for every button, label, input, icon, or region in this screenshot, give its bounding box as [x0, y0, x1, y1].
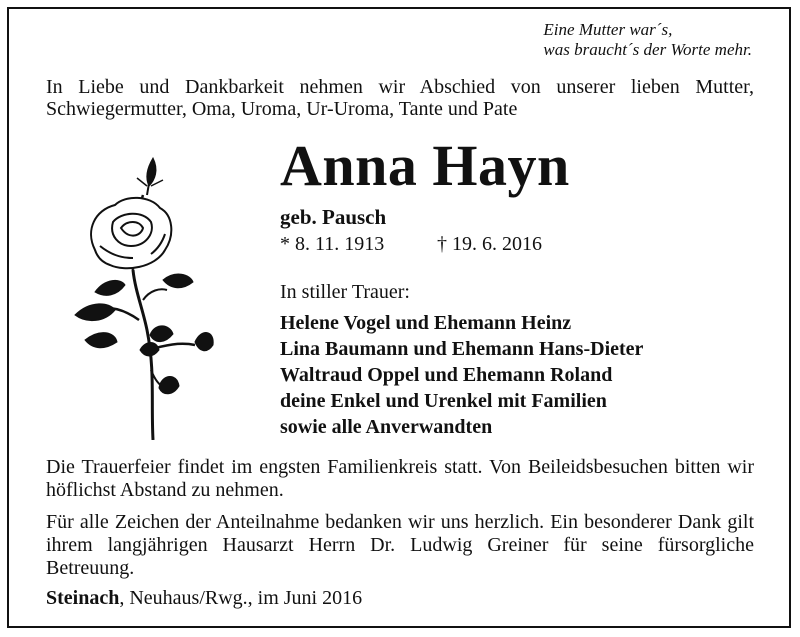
motto-line-1: Eine Mutter war´s,: [543, 20, 673, 39]
grief-heading: In stiller Trauer:: [280, 281, 410, 303]
place-and-date: [46, 587, 362, 610]
motto-line-2: was braucht´s der Worte mehr.: [543, 40, 752, 59]
thanks-note: Für alle Zeichen der Anteilnahme bedanken wir uns herzlich. Ein besonderer Dank gilt ihrem langjährigen Hausarzt Herrn Dr. Ludwig Greiner für seine fürsorgliche Betreuung.: [46, 511, 754, 579]
birth-date: * 8. 11. 1913: [280, 233, 385, 255]
deceased-name: Anna Hayn: [280, 133, 570, 198]
mourners-list: [280, 310, 643, 440]
mourner-line: deine Enkel und Urenkel mit Familien: [280, 390, 607, 412]
mourner-line: Waltraud Oppel und Ehemann Roland: [280, 364, 613, 386]
intro-text: In Liebe und Dankbarkeit nehmen wir Abschied von unserer lieben Mutter, Schwiegermutter, Oma, Uroma, Ur-Uroma, Tante und Pate: [46, 76, 754, 120]
motto: [543, 20, 752, 60]
death-date: † 19. 6. 2016: [437, 233, 542, 255]
rose-icon: [55, 150, 215, 440]
mourner-line: Lina Baumann und Ehemann Hans-Dieter: [280, 338, 644, 360]
mourner-line: sowie alle Anverwandten: [280, 416, 493, 438]
place-town: Steinach: [46, 587, 120, 609]
mourner-line: Helene Vogel und Ehemann Heinz: [280, 312, 572, 334]
maiden-name: geb. Pausch: [280, 205, 387, 229]
place-rest: , Neuhaus/Rwg., im Juni 2016: [119, 587, 363, 609]
funeral-note: Die Trauerfeier findet im engsten Familienkreis statt. Von Beileidsbesuchen bitten wir höflichst Abstand zu nehmen.: [46, 456, 754, 501]
